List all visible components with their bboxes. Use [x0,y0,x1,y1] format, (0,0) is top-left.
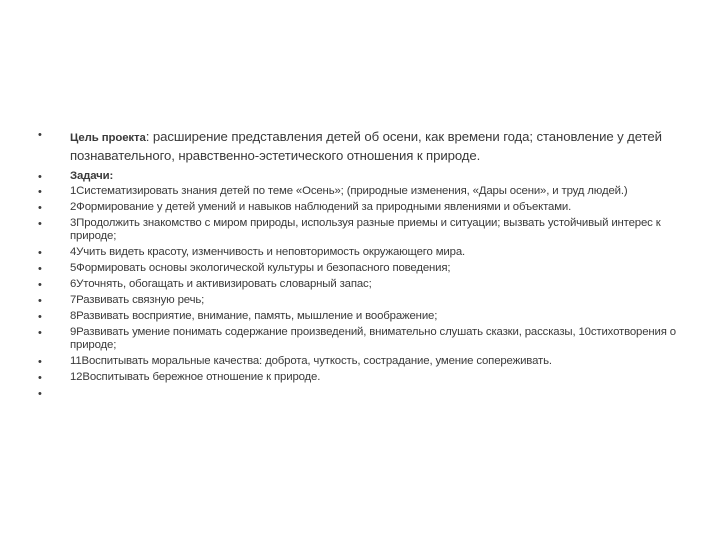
task-text: 4Учить видеть красоту, изменчивость и неповторимость окружающего мира. [70,246,466,258]
list-item [38,355,678,368]
bullet-icon: • [38,327,42,339]
list-item [38,201,678,214]
list-item [38,326,678,352]
task-text: 3Продолжить знакомство с миром природы, используя разные приемы и ситуации; вызвать устойчивый интерес к природе; [70,217,661,242]
task-text: 5Формировать основы экологической культуры и безопасного поведения; [70,262,451,274]
bullet-icon: • [38,202,42,214]
list-item [38,262,678,275]
task-text: 8Развивать восприятие, внимание, память, мышление и воображение; [70,310,438,322]
list-item [38,217,678,243]
goal-description: расширение представления детей об осени, как времени года; становление у детей познавательного, нравственно-эстетического отношения к природе. [70,129,662,163]
task-text: 12Воспитывать бережное отношение к природе. [70,371,321,383]
list-item [38,246,678,259]
bullet-icon: • [38,129,42,141]
task-text: 6Уточнять, обогащать и активизировать словарный запас; [70,278,372,290]
list-item [38,185,678,198]
bullet-icon: • [38,279,42,291]
bullet-list [38,128,678,400]
bullet-icon: • [38,247,42,259]
bullet-icon: • [38,263,42,275]
task-text: 7Развивать связную речь; [70,294,205,306]
list-item-empty [38,387,678,400]
list-item [38,294,678,307]
bullet-icon: • [38,186,42,198]
task-text: 9Развивать умение понимать содержание произведений, внимательно слушать сказки, рассказы, 10стихотворения о природе; [70,326,676,351]
task-text: 2Формирование у детей умений и навыков наблюдений за природными явлениями и объектами. [70,201,572,213]
list-item-tasks-heading [38,170,678,183]
task-text: 11Воспитывать моральные качества: доброта, чуткость, сострадание, умение сопереживать. [70,355,552,367]
list-item [38,371,678,384]
goal-colon: : [145,129,150,144]
goal-label: Цель проекта [70,132,146,144]
task-text: 1Систематизировать знания детей по теме «Осень»; (природные изменения, «Дары осени», и труд людей.) [70,185,628,197]
bullet-icon: • [38,171,42,183]
bullet-icon: • [38,295,42,307]
list-item-goal [38,128,678,164]
bullet-icon: • [38,372,42,384]
bullet-icon: • [38,218,42,230]
goal-text [70,128,678,164]
bullet-icon: • [38,356,42,368]
bullet-icon: • [38,388,42,400]
list-item [38,278,678,291]
list-item [38,310,678,323]
bullet-icon: • [38,311,42,323]
tasks-heading: Задачи: [70,170,114,182]
